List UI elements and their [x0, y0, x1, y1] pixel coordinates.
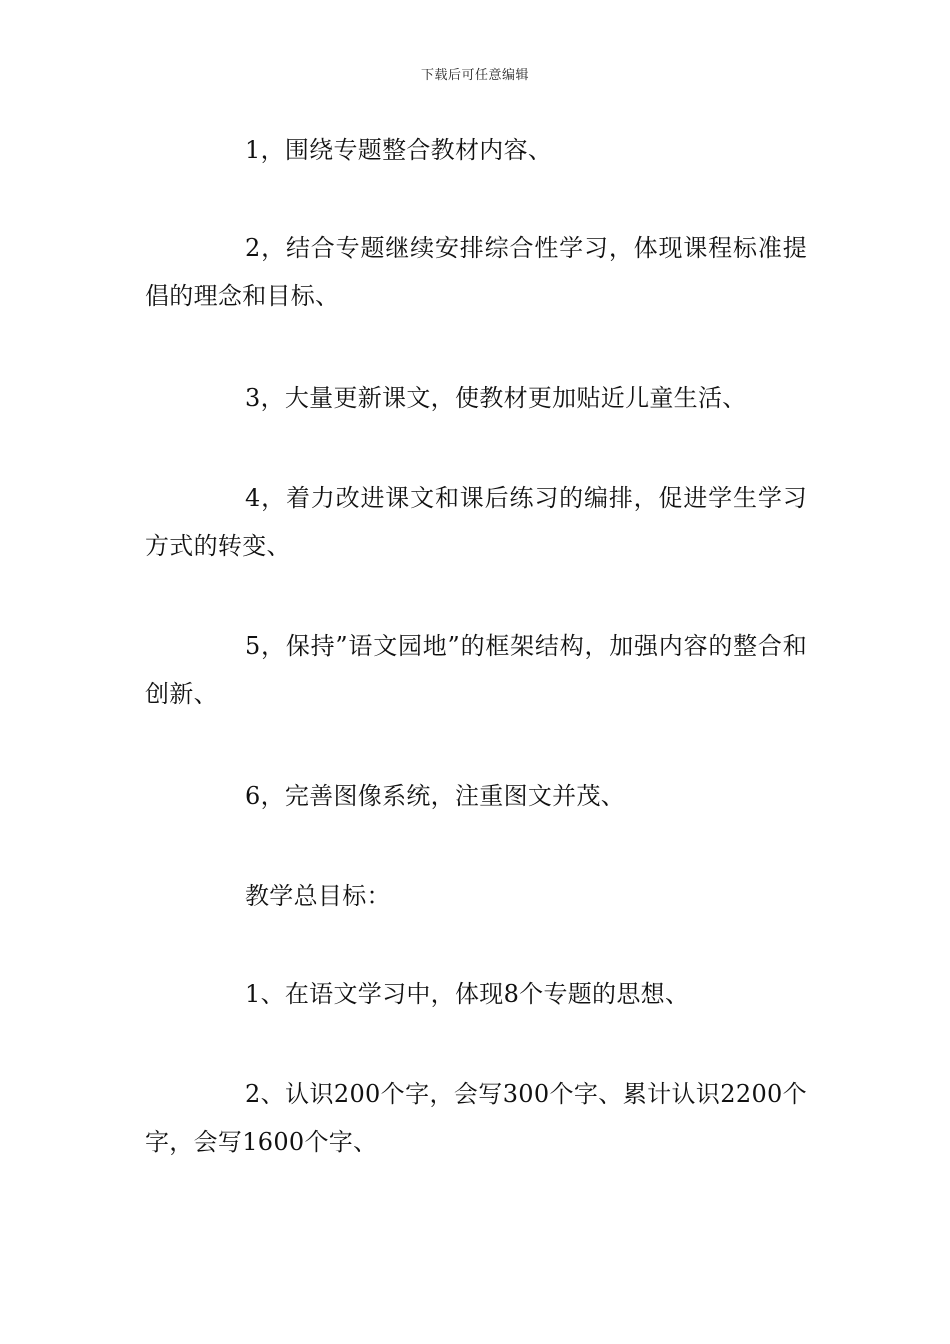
paragraph-goal-2: 2、认识200个字，会写300个字、累计认识2200个字，会写1600个字、: [145, 1080, 807, 1156]
section-heading-teaching-goals: 教学总目标：: [245, 882, 391, 910]
paragraph-feature-4: 4，着力改进课文和课后练习的编排，促进学生学习方式的转变、: [145, 484, 807, 560]
paragraph-feature-6: 6，完善图像系统，注重图文并茂、: [245, 782, 626, 810]
paragraph-feature-3: 3，大量更新课文，使教材更加贴近儿童生活、: [245, 384, 747, 412]
paragraph-goal-1: 1、在语文学习中，体现8个专题的思想、: [245, 980, 690, 1008]
paragraph-feature-2: 2，结合专题继续安排综合性学习，体现课程标准提倡的理念和目标、: [145, 234, 807, 310]
paragraph-feature-5: 5，保持”语文园地”的框架结构，加强内容的整合和创新、: [145, 632, 807, 708]
page-header: 下载后可任意编辑: [420, 68, 529, 83]
paragraph-feature-1: 1，围绕专题整合教材内容、: [245, 136, 553, 164]
